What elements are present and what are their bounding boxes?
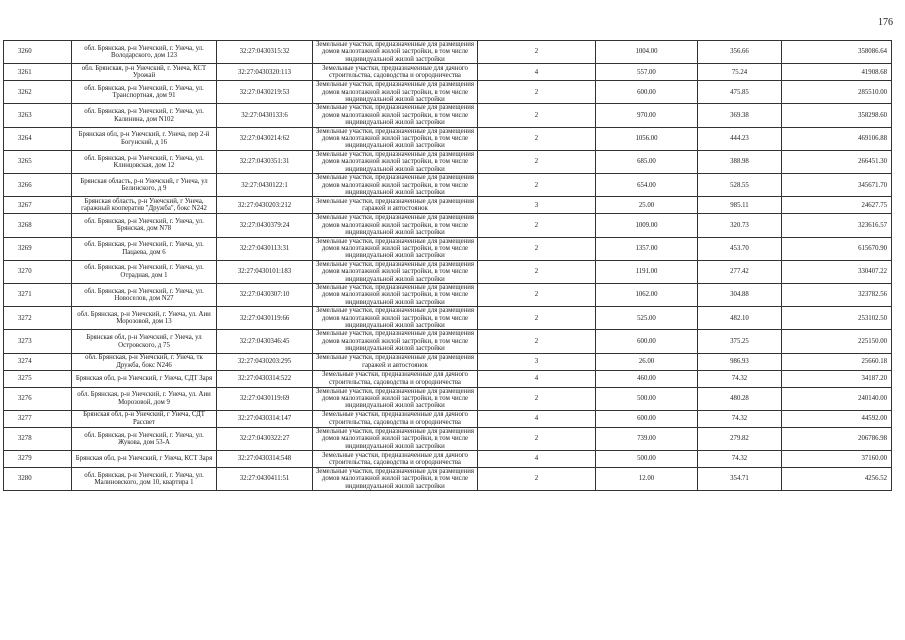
specific-value-cell: 475.85: [698, 81, 782, 104]
cadastral-value-cell: 323616.57: [782, 214, 892, 237]
cadastral-number-cell: 32:27:0430122:1: [217, 174, 313, 197]
address-cell: Брянская область, р-н Унечский, г Унеча, ул Белинского, д 9: [72, 174, 217, 197]
cadastral-value-cell: 358086.64: [782, 41, 892, 64]
address-cell: Брянская обл, р-н Унечский, г Унеча, СДТ Рассвет: [72, 410, 217, 427]
group-number-cell: 2: [478, 214, 596, 237]
cadastral-value-cell: 34187.20: [782, 370, 892, 387]
area-cell: 1062.00: [596, 283, 698, 306]
table-row: [4, 283, 892, 306]
cadastral-value-cell: 41908.68: [782, 64, 892, 81]
table-row: [4, 387, 892, 410]
group-number-cell: 2: [478, 468, 596, 491]
address-cell: Брянская обл, р-н Унечский, г. Унеча, пер 2-й Богунский, д 16: [72, 127, 217, 150]
specific-value-cell: 304.88: [698, 283, 782, 306]
cadastral-number-cell: 32:27:0430203:295: [217, 353, 313, 370]
table-row: [4, 214, 892, 237]
area-cell: 460.00: [596, 370, 698, 387]
area-cell: 1009.00: [596, 214, 698, 237]
table-row: [4, 81, 892, 104]
area-cell: 1357.00: [596, 237, 698, 260]
address-cell: Брянская обл, р-н Унечский, г Унеча, ул Островского, д 75: [72, 330, 217, 353]
address-cell: обл. Брянская, р-н Унечский, г. Унеча, тк Дружба, бокс N246: [72, 353, 217, 370]
table-row: [4, 197, 892, 214]
cadastral-number-cell: 32:27:0430307:10: [217, 283, 313, 306]
group-number-cell: 2: [478, 81, 596, 104]
cadastral-number-cell: 32:27:0430101:183: [217, 260, 313, 283]
row-number-cell: 3269: [4, 237, 72, 260]
group-number-cell: 2: [478, 307, 596, 330]
land-use-cell: Земельные участки, предназначенные для дачного строительства, садоводства и огородничества: [313, 451, 478, 468]
table-row: [4, 150, 892, 173]
group-number-cell: 4: [478, 410, 596, 427]
land-use-cell: Земельные участки, предназначенные для размещения гаражей и автостоянок: [313, 197, 478, 214]
row-number-cell: 3273: [4, 330, 72, 353]
table-row: [4, 427, 892, 450]
cadastral-value-cell: 225150.00: [782, 330, 892, 353]
cadastral-value-cell: 615670.90: [782, 237, 892, 260]
area-cell: 600.00: [596, 81, 698, 104]
table-row: [4, 41, 892, 64]
table-body: [4, 41, 892, 491]
specific-value-cell: 480.28: [698, 387, 782, 410]
cadastral-value-cell: 4256.52: [782, 468, 892, 491]
group-number-cell: 2: [478, 237, 596, 260]
cadastral-number-cell: 32:27:0430133:6: [217, 104, 313, 127]
page-number: 176: [878, 17, 893, 28]
row-number-cell: 3261: [4, 64, 72, 81]
specific-value-cell: 277.42: [698, 260, 782, 283]
row-number-cell: 3272: [4, 307, 72, 330]
address-cell: Брянская область, р-н Унечский, г Унеча, гаражный кооператив "Дружба", бокс N242: [72, 197, 217, 214]
group-number-cell: 3: [478, 353, 596, 370]
area-cell: 600.00: [596, 410, 698, 427]
land-use-cell: Земельные участки, предназначенные для размещения домов малоэтажной жилой застройки, в том числе индивидуальной жилой застройки: [313, 307, 478, 330]
area-cell: 12.00: [596, 468, 698, 491]
cadastral-value-cell: 285510.00: [782, 81, 892, 104]
table-row: [4, 127, 892, 150]
address-cell: обл. Брянская, р-н Унечский, г. Унеча, КСТ Урожай: [72, 64, 217, 81]
area-cell: 25.00: [596, 197, 698, 214]
cadastral-number-cell: 32:27:0430113:31: [217, 237, 313, 260]
table-row: [4, 330, 892, 353]
table-row: [4, 237, 892, 260]
cadastral-value-cell: 266451.30: [782, 150, 892, 173]
land-use-cell: Земельные участки, предназначенные для дачного строительства, садоводства и огородничества: [313, 64, 478, 81]
land-use-cell: Земельные участки, предназначенные для размещения домов малоэтажной жилой застройки, в том числе индивидуальной жилой застройки: [313, 41, 478, 64]
address-cell: обл. Брянская, р-н Унечский, г. Унеча, ул. Калинина, дом N102: [72, 104, 217, 127]
group-number-cell: 4: [478, 370, 596, 387]
address-cell: Брянская обл, р-н Унечский, г Унеча, СДТ Заря: [72, 370, 217, 387]
row-number-cell: 3275: [4, 370, 72, 387]
specific-value-cell: 453.70: [698, 237, 782, 260]
land-use-cell: Земельные участки, предназначенные для размещения домов малоэтажной жилой застройки, в том числе индивидуальной жилой застройки: [313, 174, 478, 197]
land-use-cell: Земельные участки, предназначенные для размещения домов малоэтажной жилой застройки, в том числе индивидуальной жилой застройки: [313, 150, 478, 173]
area-cell: 500.00: [596, 451, 698, 468]
address-cell: обл. Брянская, р-н Унечский, г. Унеча, ул. Клинцовская, дом 12: [72, 150, 217, 173]
address-cell: обл. Брянская, р-н Унечский, г. Унеча, ул. Малиновского, дом 10, квартира 1: [72, 468, 217, 491]
cadastral-number-cell: 32:27:0430219:53: [217, 81, 313, 104]
specific-value-cell: 74.32: [698, 410, 782, 427]
row-number-cell: 3271: [4, 283, 72, 306]
address-cell: обл. Брянская, р-н Унечский, г. Унеча, ул. Отрадная, дом 1: [72, 260, 217, 283]
land-use-cell: Земельные участки, предназначенные для размещения домов малоэтажной жилой застройки, в том числе индивидуальной жилой застройки: [313, 104, 478, 127]
row-number-cell: 3279: [4, 451, 72, 468]
cadastral-number-cell: 32:27:0430322:27: [217, 427, 313, 450]
area-cell: 26.00: [596, 353, 698, 370]
land-use-cell: Земельные участки, предназначенные для размещения домов малоэтажной жилой застройки, в том числе индивидуальной жилой застройки: [313, 387, 478, 410]
address-cell: обл. Брянская, р-н Унечский, г. Унеча, ул. Жукова, дом 53-А: [72, 427, 217, 450]
cadastral-value-cell: 323782.56: [782, 283, 892, 306]
group-number-cell: 2: [478, 127, 596, 150]
land-use-cell: Земельные участки, предназначенные для размещения домов малоэтажной жилой застройки, в том числе индивидуальной жилой застройки: [313, 330, 478, 353]
group-number-cell: 4: [478, 64, 596, 81]
land-use-cell: Земельные участки, предназначенные для размещения домов малоэтажной жилой застройки, в том числе индивидуальной жилой застройки: [313, 214, 478, 237]
row-number-cell: 3270: [4, 260, 72, 283]
specific-value-cell: 356.66: [698, 41, 782, 64]
area-cell: 500.00: [596, 387, 698, 410]
area-cell: 739.00: [596, 427, 698, 450]
row-number-cell: 3265: [4, 150, 72, 173]
cadastral-number-cell: 32:27:0430203:212: [217, 197, 313, 214]
cadastral-value-cell: 44592.00: [782, 410, 892, 427]
group-number-cell: 4: [478, 451, 596, 468]
land-use-cell: Земельные участки, предназначенные для размещения домов малоэтажной жилой застройки, в том числе индивидуальной жилой застройки: [313, 283, 478, 306]
land-use-cell: Земельные участки, предназначенные для размещения домов малоэтажной жилой застройки, в том числе индивидуальной жилой застройки: [313, 260, 478, 283]
area-cell: 557.00: [596, 64, 698, 81]
cadastral-value-cell: 240140.00: [782, 387, 892, 410]
address-cell: обл. Брянская, р-н Унечский, г. Унеча, ул. Транспортная, дом 91: [72, 81, 217, 104]
row-number-cell: 3274: [4, 353, 72, 370]
address-cell: обл. Брянская, р-н Унечский, г. Унеча, ул. Аии Морозовой, дом 13: [72, 307, 217, 330]
cadastral-number-cell: 32:27:0430379:24: [217, 214, 313, 237]
row-number-cell: 3267: [4, 197, 72, 214]
table-row: [4, 370, 892, 387]
area-cell: 970.00: [596, 104, 698, 127]
table-row: [4, 353, 892, 370]
table-row: [4, 468, 892, 491]
cadastral-value-cell: 469106.88: [782, 127, 892, 150]
area-cell: 600.00: [596, 330, 698, 353]
row-number-cell: 3268: [4, 214, 72, 237]
address-cell: обл. Брянская, р-н Унечский, г. Унеча, ул. Брянская, дом N78: [72, 214, 217, 237]
specific-value-cell: 388.98: [698, 150, 782, 173]
cadastral-number-cell: 32:27:0430314:522: [217, 370, 313, 387]
cadastral-number-cell: 32:27:0430346:45: [217, 330, 313, 353]
address-cell: обл. Брянская, р-н Унечский, г. Унеча, ул. Володарского, дом 123: [72, 41, 217, 64]
cadastral-value-cell: 24627.75: [782, 197, 892, 214]
cadastral-number-cell: 32:27:0430119:66: [217, 307, 313, 330]
cadastral-value-cell: 253102.50: [782, 307, 892, 330]
area-cell: 525.00: [596, 307, 698, 330]
group-number-cell: 2: [478, 174, 596, 197]
specific-value-cell: 375.25: [698, 330, 782, 353]
land-use-cell: Земельные участки, предназначенные для размещения гаражей и автостоянок: [313, 353, 478, 370]
table-row: [4, 410, 892, 427]
specific-value-cell: 320.73: [698, 214, 782, 237]
row-number-cell: 3278: [4, 427, 72, 450]
table-row: [4, 307, 892, 330]
cadastral-value-cell: 345671.70: [782, 174, 892, 197]
specific-value-cell: 986.93: [698, 353, 782, 370]
group-number-cell: 2: [478, 427, 596, 450]
table-row: [4, 174, 892, 197]
cadastral-number-cell: 32:27:0430320:113: [217, 64, 313, 81]
address-cell: Брянская обл, р-н Унечский, г Унеча, КСТ Заря: [72, 451, 217, 468]
cadastral-number-cell: 32:27:0430119:69: [217, 387, 313, 410]
cadastral-value-table: [3, 40, 892, 491]
cadastral-number-cell: 32:27:0430214:62: [217, 127, 313, 150]
table-row: [4, 64, 892, 81]
row-number-cell: 3277: [4, 410, 72, 427]
specific-value-cell: 482.10: [698, 307, 782, 330]
group-number-cell: 2: [478, 260, 596, 283]
area-cell: 685.00: [596, 150, 698, 173]
land-use-cell: Земельные участки, предназначенные для дачного строительства, садоводства и огородничества: [313, 410, 478, 427]
specific-value-cell: 74.32: [698, 370, 782, 387]
land-use-cell: Земельные участки, предназначенные для размещения домов малоэтажной жилой застройки, в том числе индивидуальной жилой застройки: [313, 237, 478, 260]
land-use-cell: Земельные участки, предназначенные для дачного строительства, садоводства и огородничества: [313, 370, 478, 387]
cadastral-value-cell: 358298.60: [782, 104, 892, 127]
group-number-cell: 2: [478, 150, 596, 173]
land-use-cell: Земельные участки, предназначенные для размещения домов малоэтажной жилой застройки, в том числе индивидуальной жилой застройки: [313, 468, 478, 491]
specific-value-cell: 369.38: [698, 104, 782, 127]
table-row: [4, 260, 892, 283]
row-number-cell: 3280: [4, 468, 72, 491]
row-number-cell: 3266: [4, 174, 72, 197]
specific-value-cell: 985.11: [698, 197, 782, 214]
area-cell: 1004.00: [596, 41, 698, 64]
land-use-cell: Земельные участки, предназначенные для размещения домов малоэтажной жилой застройки, в том числе индивидуальной жилой застройки: [313, 127, 478, 150]
cadastral-number-cell: 32:27:0430314:548: [217, 451, 313, 468]
cadastral-number-cell: 32:27:0430351:31: [217, 150, 313, 173]
address-cell: обл. Брянская, р-н Унечский, г. Унеча, ул. Пацаева, дом 6: [72, 237, 217, 260]
specific-value-cell: 74.32: [698, 451, 782, 468]
cadastral-value-cell: 330407.22: [782, 260, 892, 283]
group-number-cell: 3: [478, 197, 596, 214]
specific-value-cell: 75.24: [698, 64, 782, 81]
specific-value-cell: 279.82: [698, 427, 782, 450]
table-row: [4, 104, 892, 127]
area-cell: 1056.00: [596, 127, 698, 150]
group-number-cell: 2: [478, 387, 596, 410]
cadastral-value-cell: 206786.98: [782, 427, 892, 450]
land-use-cell: Земельные участки, предназначенные для размещения домов малоэтажной жилой застройки, в том числе индивидуальной жилой застройки: [313, 81, 478, 104]
cadastral-number-cell: 32:27:0430315:32: [217, 41, 313, 64]
row-number-cell: 3260: [4, 41, 72, 64]
land-use-cell: Земельные участки, предназначенные для размещения домов малоэтажной жилой застройки, в том числе индивидуальной жилой застройки: [313, 427, 478, 450]
group-number-cell: 2: [478, 104, 596, 127]
row-number-cell: 3264: [4, 127, 72, 150]
table-row: [4, 451, 892, 468]
address-cell: обл. Брянская, р-н Унечский, г. Унеча, ул. Новоселов, дом N27: [72, 283, 217, 306]
row-number-cell: 3276: [4, 387, 72, 410]
specific-value-cell: 444.23: [698, 127, 782, 150]
address-cell: обл. Брянская, р-н Унечский, г. Унеча, ул. Аии Морозовой, дом 9: [72, 387, 217, 410]
specific-value-cell: 528.55: [698, 174, 782, 197]
cadastral-number-cell: 32:27:0430314:147: [217, 410, 313, 427]
row-number-cell: 3263: [4, 104, 72, 127]
cadastral-value-cell: 25660.18: [782, 353, 892, 370]
group-number-cell: 2: [478, 283, 596, 306]
cadastral-number-cell: 32:27:0430411:51: [217, 468, 313, 491]
area-cell: 654.00: [596, 174, 698, 197]
specific-value-cell: 354.71: [698, 468, 782, 491]
area-cell: 1191.00: [596, 260, 698, 283]
cadastral-value-cell: 37160.00: [782, 451, 892, 468]
group-number-cell: 2: [478, 330, 596, 353]
group-number-cell: 2: [478, 41, 596, 64]
row-number-cell: 3262: [4, 81, 72, 104]
